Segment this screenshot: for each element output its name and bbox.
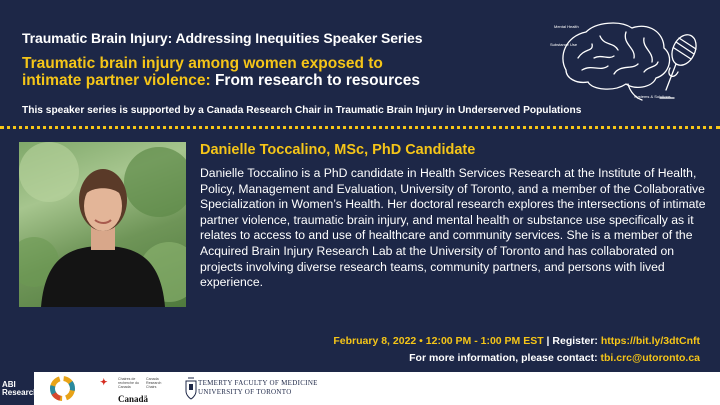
uoft-medicine-wordmark xyxy=(198,379,318,397)
brain-label-mental-health: Mental Health xyxy=(554,24,579,29)
canada-wordmark: Canadä xyxy=(118,394,149,404)
support-statement: This speaker series is supported by a Canada Research Chair in Traumatic Brain Injury in Underserved Populations xyxy=(22,105,582,116)
event-time: 12:00 PM - 1:00 PM EST xyxy=(425,335,544,347)
event-details xyxy=(333,335,700,347)
crc-french: Chaires de recherche du Canada xyxy=(118,377,139,389)
crc-english: Canada Research Chairs xyxy=(146,377,162,389)
speaker-photo xyxy=(19,142,186,307)
uoft-line-1: TEMERTY FACULTY OF MEDICINE xyxy=(198,379,318,387)
talk-title-topic: intimate partner violence: xyxy=(22,72,211,89)
contact-details xyxy=(409,352,700,364)
abi-logo-line-2: ResearchLab xyxy=(2,388,53,397)
sponsor-footer xyxy=(0,372,720,405)
talk-title xyxy=(22,55,502,89)
register-link[interactable]: https://bit.ly/3dtCnft xyxy=(600,335,700,347)
abi-logo-line-1: ABI xyxy=(2,380,16,389)
brain-label-systems: Systems & Solutions xyxy=(634,94,671,99)
brain-microphone-illustration xyxy=(548,18,708,110)
talk-title-line-2 xyxy=(22,72,502,89)
event-separator: • xyxy=(416,335,426,347)
contact-label: For more information, please contact: xyxy=(409,352,601,364)
uoft-line-2: UNIVERSITY OF TORONTO xyxy=(198,388,292,396)
series-title: Traumatic Brain Injury: Addressing Inequities Speaker Series xyxy=(22,30,423,46)
abi-research-lab-logo xyxy=(0,372,53,405)
canada-research-chairs-logo xyxy=(100,375,175,403)
brain-label-substance-use: Substance Use xyxy=(550,42,578,47)
register-label: | Register: xyxy=(543,335,601,347)
talk-title-line-1: Traumatic brain injury among women exposed to xyxy=(22,55,383,72)
speaker-bio: Danielle Toccalino is a PhD candidate in Health Services Research at the Institute of Health, Policy, Management and Evaluation, University of Toronto, and a member of the Collaborative Specialization in Women’s Health. Her doctoral research explores the intersections of intimate partner violence, traumatic brain injury, and mental health or substance use specifically as it relates to access to and use of healthcare and community services. She is a member of the Acquired Brain Injury Research Lab at the University of Toronto and has collaborated on projects involving diverse research teams, community partners, and persons with lived experience. xyxy=(200,166,706,290)
uoft-crest-icon xyxy=(184,375,198,401)
talk-title-subtitle: From research to resources xyxy=(210,72,420,89)
maple-leaf-icon: ✦ xyxy=(100,377,108,387)
speaker-name: Danielle Toccalino, MSc, PhD Candidate xyxy=(200,142,476,158)
dotted-divider xyxy=(0,126,720,129)
contact-email-link[interactable]: tbi.crc@utoronto.ca xyxy=(600,352,700,364)
ring-logo-icon xyxy=(49,375,76,402)
event-date: February 8, 2022 xyxy=(333,335,417,347)
